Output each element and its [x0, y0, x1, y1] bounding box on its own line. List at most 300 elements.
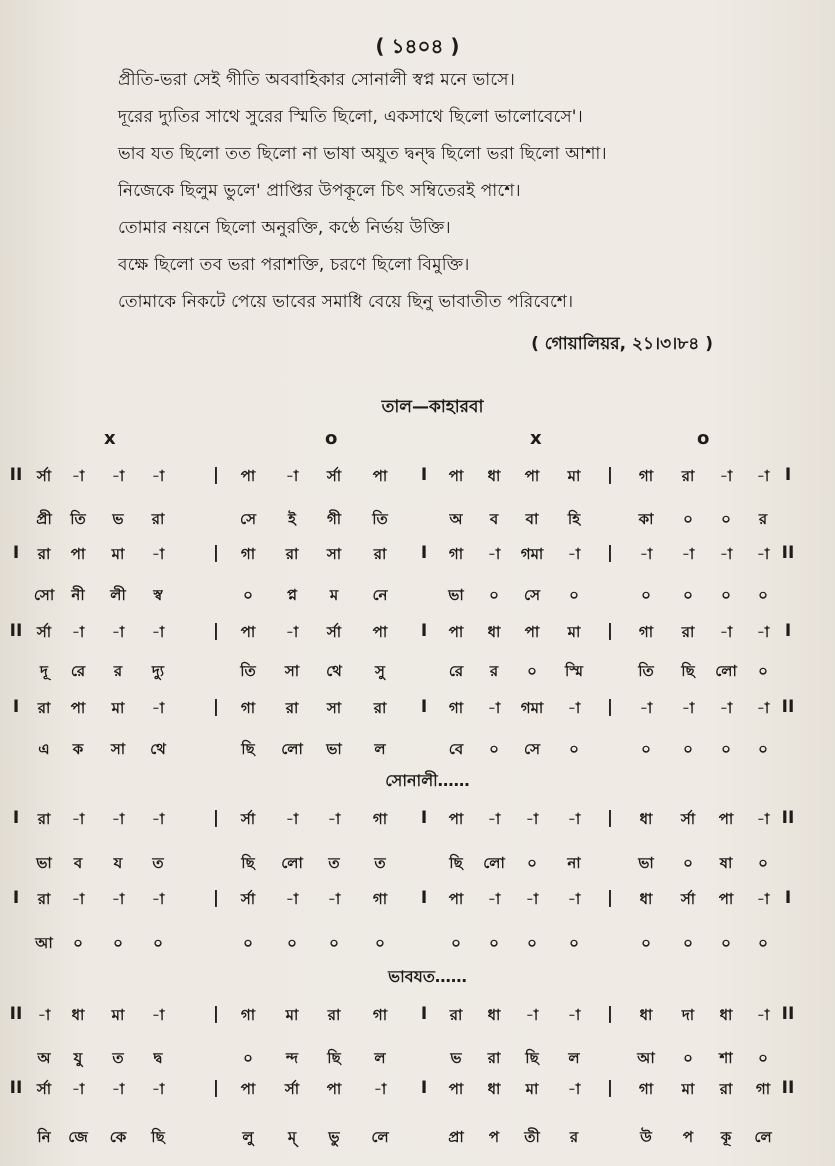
syllable-cell: ত	[112, 1049, 124, 1067]
notation-cell: মা	[525, 1080, 539, 1098]
notation-cell: -া	[37, 1006, 51, 1024]
notation-cell: I	[12, 888, 20, 908]
notation-cell: -া	[71, 810, 85, 828]
syllable-cell: ল	[374, 1049, 386, 1067]
notation-cell: র্সা	[680, 890, 696, 908]
notation-cell: |	[606, 808, 614, 828]
syllable-cell: আ	[35, 934, 53, 952]
syllable-cell: কে	[109, 1128, 127, 1146]
notation-cell: |	[606, 697, 614, 717]
notation-cell: |	[212, 808, 220, 828]
syllable-cell: কূ	[720, 1128, 732, 1146]
notation-cell: -া	[487, 810, 501, 828]
notation-cell: মা	[567, 623, 581, 641]
notation-cell: পা	[718, 890, 734, 908]
notation-cell: গা	[240, 1006, 256, 1024]
notation-cell: II	[9, 1078, 23, 1098]
lyric-line: নিজেকে ছিলুম ভুলে' প্রাপ্তির উপকূলে চিৎ সম্বিতেরই পাশে।	[118, 181, 521, 201]
notation-cell: -া	[756, 810, 770, 828]
syllable-cell: ০	[641, 586, 651, 604]
notation-cell: -া	[285, 890, 299, 908]
notation-cell: -া	[285, 623, 299, 641]
notation-cell: -া	[285, 810, 299, 828]
notation-cell: -া	[151, 890, 165, 908]
syllable-cell: ০	[721, 586, 731, 604]
syllable-cell: ০	[489, 934, 499, 952]
syllable-cell: তী	[524, 1128, 540, 1146]
notation-cell: -া	[756, 890, 770, 908]
syllable-cell: নি	[37, 1128, 51, 1146]
notation-cell: রা	[373, 699, 387, 717]
syllable-cell: ০	[527, 934, 537, 952]
notation-cell: -া	[756, 545, 770, 563]
notation-cell: মা	[681, 1080, 695, 1098]
notation-cell: -া	[71, 890, 85, 908]
notation-cell: -া	[327, 890, 341, 908]
notation-cell: দা	[681, 1006, 695, 1024]
notation-cell: -া	[567, 890, 581, 908]
syllable-cell: গী	[326, 510, 342, 528]
syllable-cell: না	[567, 854, 581, 872]
notation-cell: গমা	[520, 699, 544, 717]
syllable-cell: ০	[683, 510, 693, 528]
notation-cell: রা	[373, 545, 387, 563]
syllable-cell: ত	[152, 854, 164, 872]
syllable-cell: লো	[715, 662, 737, 680]
syllable-cell: ০	[721, 934, 731, 952]
syllable-cell: প	[682, 1128, 694, 1146]
notation-cell: পা	[524, 623, 540, 641]
notation-cell: রা	[719, 1080, 733, 1098]
syllable-cell: সা	[110, 740, 126, 758]
notation-cell: পা	[448, 467, 464, 485]
notation-cell: I	[420, 621, 428, 641]
notation-cell: পা	[524, 467, 540, 485]
notation-cell: |	[606, 1004, 614, 1024]
syllable-cell: ০	[243, 1049, 253, 1067]
notation-cell: ধা	[487, 623, 501, 641]
syllable-cell: ০	[451, 934, 461, 952]
notation-cell: |	[212, 543, 220, 563]
syllable-cell: ছি	[241, 854, 255, 872]
syllable-cell: দ্ব	[153, 1049, 163, 1067]
syllable-cell: ০	[569, 740, 579, 758]
syllable-cell: ছি	[681, 662, 695, 680]
syllable-cell: তি	[372, 510, 388, 528]
syllable-cell: ০	[73, 934, 83, 952]
notation-cell: -া	[151, 623, 165, 641]
notation-cell: মা	[285, 1006, 299, 1024]
syllable-cell: ভা	[638, 854, 654, 872]
syllable-cell: তি	[638, 662, 654, 680]
syllable-cell: লো	[281, 740, 303, 758]
syllable-cell: রা	[487, 1049, 501, 1067]
notation-cell: -া	[756, 467, 770, 485]
syllable-cell: ০	[153, 934, 163, 952]
notation-cell: রা	[327, 1006, 341, 1024]
lyric-line: বক্ষে ছিলো তব ভরা পরাশক্তি, চরণে ছিলো বিমুক্তি।	[118, 255, 470, 275]
syllable-cell: সা	[284, 662, 300, 680]
notation-cell: সা	[326, 545, 342, 563]
notation-cell: পা	[448, 1080, 464, 1098]
syllable-cell: হি	[567, 510, 581, 528]
beat-marker: o	[697, 428, 710, 449]
syllable-cell: উ	[640, 1128, 652, 1146]
syllable-cell: লে	[754, 1128, 772, 1146]
notation-cell: রা	[285, 545, 299, 563]
notation-cell: -া	[111, 810, 125, 828]
notation-cell: I	[784, 888, 792, 908]
notation-cell: -া	[681, 699, 695, 717]
notation-cell: -া	[719, 545, 733, 563]
syllable-cell: রা	[151, 510, 165, 528]
syllable-cell: ০	[569, 934, 579, 952]
notation-cell: -া	[719, 623, 733, 641]
notation-cell: পা	[448, 810, 464, 828]
notation-cell: পা	[70, 699, 86, 717]
taal-heading: তাল—কাহারবা	[381, 397, 484, 417]
notation-cell: I	[784, 621, 792, 641]
notation-cell: -া	[567, 1080, 581, 1098]
syllable-cell: র	[758, 510, 768, 528]
syllable-cell: ০	[489, 740, 499, 758]
syllable-cell: ০	[641, 740, 651, 758]
notation-cell: পা	[718, 810, 734, 828]
notation-cell: -া	[487, 890, 501, 908]
notation-cell: -া	[111, 623, 125, 641]
notation-cell: গা	[755, 1080, 771, 1098]
syllable-cell: বে	[448, 740, 464, 758]
notation-cell: গা	[638, 467, 654, 485]
notation-cell: ধা	[487, 1080, 501, 1098]
notation-cell: -া	[285, 467, 299, 485]
syllable-cell: জে	[68, 1128, 88, 1146]
notation-cell: -া	[756, 1006, 770, 1024]
notation-cell: ধা	[719, 1006, 733, 1024]
syllable-cell: তি	[240, 662, 256, 680]
syllable-cell: র	[113, 662, 123, 680]
syllable-cell: দ্যু	[151, 662, 165, 680]
syllable-cell: ০	[758, 586, 768, 604]
lyric-line: দূরের দ্যুতির সাথে সুরের স্মিতি ছিলো, একসাথে ছিলো ভালোবেসে'।	[118, 107, 583, 127]
notation-cell: I	[420, 1078, 428, 1098]
lyric-line: তোমার নয়নে ছিলো অনুরক্তি, কণ্ঠে নির্ভয় উক্তি।	[118, 218, 451, 238]
notation-cell: র্সা	[240, 890, 256, 908]
syllable-cell: ষা	[719, 854, 733, 872]
notation-cell: II	[9, 465, 23, 485]
notation-cell: রা	[37, 545, 51, 563]
notation-cell: র্সা	[36, 1080, 52, 1098]
notation-cell: -া	[639, 699, 653, 717]
notation-cell: -া	[567, 545, 581, 563]
notation-cell: পা	[448, 623, 464, 641]
notation-cell: গা	[240, 545, 256, 563]
syllable-cell: ভা	[448, 586, 464, 604]
notation-cell: -া	[567, 699, 581, 717]
syllable-cell: যু	[73, 1049, 83, 1067]
notation-cell: I	[420, 697, 428, 717]
syllable-cell: ছি	[327, 1049, 341, 1067]
notation-cell: পা	[372, 623, 388, 641]
syllable-cell: লী	[110, 586, 126, 604]
syllable-cell: ব	[489, 510, 499, 528]
notation-cell: I	[784, 465, 792, 485]
notation-cell: -া	[151, 699, 165, 717]
notation-cell: র্সা	[680, 810, 696, 828]
notation-cell: ধা	[639, 1006, 653, 1024]
syllable-cell: ০	[721, 740, 731, 758]
syllable-cell: ০	[758, 854, 768, 872]
syllable-cell: র	[489, 662, 499, 680]
section-label: ভাবযত……	[388, 967, 467, 986]
beat-marker: x	[530, 428, 542, 449]
notation-cell: -া	[71, 467, 85, 485]
syllable-cell: ০	[758, 662, 768, 680]
syllable-cell: ত	[328, 854, 340, 872]
notation-cell: -া	[151, 545, 165, 563]
place-date-attribution: ( গোয়ালিয়র, ২১।৩।৮৪ )	[531, 334, 713, 354]
syllable-cell: স্মি	[565, 662, 583, 680]
syllable-cell: ছি	[449, 854, 463, 872]
notation-cell: র্সা	[326, 623, 342, 641]
syllable-cell: ব	[73, 854, 83, 872]
notation-cell: মা	[111, 1006, 125, 1024]
notation-cell: র্সা	[284, 1080, 300, 1098]
lyric-line: ভাব যত ছিলো তত ছিলো না ভাষা অযুত দ্বন্দ্ব ছিলো ভরা ছিলো আশা।	[118, 144, 607, 164]
syllable-cell: তি	[70, 510, 86, 528]
section-label: সোনালী……	[385, 771, 470, 790]
notation-cell: -া	[756, 699, 770, 717]
notation-cell: I	[420, 465, 428, 485]
notation-cell: রা	[37, 810, 51, 828]
notation-cell: II	[781, 543, 795, 563]
syllable-cell: ল	[374, 740, 386, 758]
notation-cell: -া	[373, 1080, 387, 1098]
notation-cell: II	[781, 808, 795, 828]
syllable-cell: ০	[287, 934, 297, 952]
syllable-cell: সো	[33, 586, 55, 604]
syllable-cell: লে	[371, 1128, 389, 1146]
syllable-cell: কা	[638, 510, 654, 528]
notation-cell: ধা	[71, 1006, 85, 1024]
notation-cell: রা	[681, 623, 695, 641]
syllable-cell: ০	[527, 662, 537, 680]
notation-cell: -া	[525, 1006, 539, 1024]
notation-cell: |	[606, 543, 614, 563]
notation-cell: রা	[37, 699, 51, 717]
notation-cell: গা	[372, 1006, 388, 1024]
syllable-cell: দূ	[40, 662, 48, 680]
notation-cell: I	[420, 888, 428, 908]
syllable-cell: ০	[243, 934, 253, 952]
syllable-cell: ছি	[525, 1049, 539, 1067]
syllable-cell: প	[488, 1128, 500, 1146]
notation-cell: -া	[719, 467, 733, 485]
syllable-cell: ০	[683, 934, 693, 952]
syllable-cell: লো	[483, 854, 505, 872]
notation-cell: -া	[151, 810, 165, 828]
syllable-cell: নে	[372, 586, 388, 604]
notation-cell: পা	[240, 1080, 256, 1098]
syllable-cell: শা	[719, 1049, 733, 1067]
syllable-cell: এ	[38, 740, 50, 758]
syllable-cell: লু	[242, 1128, 254, 1146]
notation-cell: -া	[71, 623, 85, 641]
syllable-cell: ০	[569, 586, 579, 604]
notation-cell: I	[12, 543, 20, 563]
syllable-cell: সে	[524, 740, 540, 758]
syllable-cell: স্ব	[153, 586, 163, 604]
notation-cell: -া	[525, 810, 539, 828]
syllable-cell: ০	[683, 740, 693, 758]
notation-cell: ধা	[487, 1006, 501, 1024]
notation-cell: -া	[111, 890, 125, 908]
notation-cell: I	[420, 543, 428, 563]
notation-cell: গা	[372, 890, 388, 908]
notation-cell: |	[212, 465, 220, 485]
notation-cell: গা	[448, 545, 464, 563]
syllable-cell: ত	[374, 854, 386, 872]
notation-cell: পা	[372, 467, 388, 485]
notation-cell: -া	[567, 810, 581, 828]
notation-cell: ধা	[639, 810, 653, 828]
syllable-cell: ভ	[112, 510, 124, 528]
syllable-cell: প্রা	[448, 1128, 464, 1146]
notation-cell: I	[420, 808, 428, 828]
notation-cell: -া	[681, 545, 695, 563]
notation-cell: পা	[448, 890, 464, 908]
lyric-line: প্রীতি-ভরা সেই গীতি অববাহিকার সোনালী স্বপ্ন মনে ভাসে।	[118, 70, 515, 90]
syllable-cell: ন্দ	[285, 1049, 299, 1067]
notation-cell: পা	[326, 1080, 342, 1098]
notation-cell: মা	[111, 699, 125, 717]
syllable-cell: ০	[113, 934, 123, 952]
song-lyrics	[118, 62, 798, 321]
notation-cell: -া	[151, 467, 165, 485]
notation-cell: পা	[70, 545, 86, 563]
syllable-cell: ০	[683, 586, 693, 604]
notation-cell: |	[212, 888, 220, 908]
syllable-cell: ০	[641, 934, 651, 952]
notation-cell: -া	[639, 545, 653, 563]
notation-cell: রা	[285, 699, 299, 717]
syllable-cell: ০	[329, 934, 339, 952]
notation-cell: -া	[327, 810, 341, 828]
syllable-cell: প্ন	[287, 586, 297, 604]
notation-cell: II	[781, 697, 795, 717]
notation-cell: র্সা	[326, 467, 342, 485]
syllable-cell: থে	[150, 740, 166, 758]
notation-cell: রা	[37, 890, 51, 908]
syllable-cell: নী	[71, 586, 85, 604]
notation-cell: -া	[719, 699, 733, 717]
syllable-cell: ক	[72, 740, 84, 758]
notation-cell: রা	[681, 467, 695, 485]
syllable-cell: ০	[243, 586, 253, 604]
notation-cell: I	[12, 808, 20, 828]
syllable-cell: ভ	[450, 1049, 462, 1067]
notation-cell: পা	[240, 467, 256, 485]
notation-cell: গমা	[520, 545, 544, 563]
notation-cell: I	[12, 697, 20, 717]
notation-cell: মা	[111, 545, 125, 563]
syllable-cell: সু	[375, 662, 385, 680]
syllable-cell: য	[113, 854, 123, 872]
notation-cell: -া	[487, 545, 501, 563]
syllable-cell: ০	[683, 1049, 693, 1067]
notation-cell: ধা	[639, 890, 653, 908]
notation-cell: র্সা	[36, 623, 52, 641]
notation-cell: II	[781, 1078, 795, 1098]
notation-cell: II	[9, 1004, 23, 1024]
notation-cell: |	[212, 621, 220, 641]
syllable-cell: র	[569, 1128, 579, 1146]
syllable-cell: রে	[448, 662, 464, 680]
notation-cell: |	[606, 621, 614, 641]
syllable-cell: ০	[683, 854, 693, 872]
syllable-cell: লো	[281, 854, 303, 872]
notation-cell: সা	[326, 699, 342, 717]
notation-cell: |	[606, 1078, 614, 1098]
syllable-cell: ম্	[287, 1128, 297, 1146]
syllable-cell: ভা	[326, 740, 342, 758]
notation-cell: II	[9, 621, 23, 641]
syllable-cell: ০	[375, 934, 385, 952]
notation-cell: |	[212, 1078, 220, 1098]
notation-cell: -া	[151, 1006, 165, 1024]
syllable-cell: ছি	[151, 1128, 165, 1146]
page-number: ( ১৪০৪ )	[375, 34, 460, 58]
notation-cell: -া	[567, 1006, 581, 1024]
syllable-cell: থে	[326, 662, 342, 680]
notation-cell: গা	[638, 1080, 654, 1098]
syllable-cell: ০	[758, 1049, 768, 1067]
notation-cell: -া	[487, 699, 501, 717]
syllable-cell: ০	[489, 586, 499, 604]
syllable-cell: ০	[721, 510, 731, 528]
notation-cell: র্সা	[36, 467, 52, 485]
notation-cell: ধা	[487, 467, 501, 485]
syllable-cell: ল	[568, 1049, 580, 1067]
notation-cell: র্সা	[240, 810, 256, 828]
syllable-cell: সে	[240, 510, 256, 528]
syllable-cell: ০	[758, 934, 768, 952]
notation-cell: -া	[111, 1080, 125, 1098]
notation-cell: গা	[372, 810, 388, 828]
syllable-cell: অ	[37, 1049, 51, 1067]
beat-marker: o	[325, 428, 338, 449]
notation-cell: |	[606, 465, 614, 485]
syllable-cell: ছি	[241, 740, 255, 758]
syllable-cell: প্রী	[36, 510, 52, 528]
notation-cell: গা	[448, 699, 464, 717]
syllable-cell: ই	[288, 510, 296, 528]
syllable-cell: ০	[527, 854, 537, 872]
notation-cell: পা	[240, 623, 256, 641]
syllable-cell: সে	[524, 586, 540, 604]
notation-cell: |	[212, 697, 220, 717]
notation-cell: গা	[240, 699, 256, 717]
syllable-cell: অ	[449, 510, 463, 528]
syllable-cell: আ	[637, 1049, 655, 1067]
notation-cell: -া	[525, 890, 539, 908]
notation-cell: |	[212, 1004, 220, 1024]
syllable-cell: ০	[758, 740, 768, 758]
notation-cell: গা	[638, 623, 654, 641]
lyric-line: তোমাকে নিকটে পেয়ে ভাবের সমাধি বেয়ে ছিনু ভাবাতীত পরিবেশে।	[118, 292, 574, 312]
syllable-cell: ম	[329, 586, 339, 604]
notation-cell: রা	[449, 1006, 463, 1024]
